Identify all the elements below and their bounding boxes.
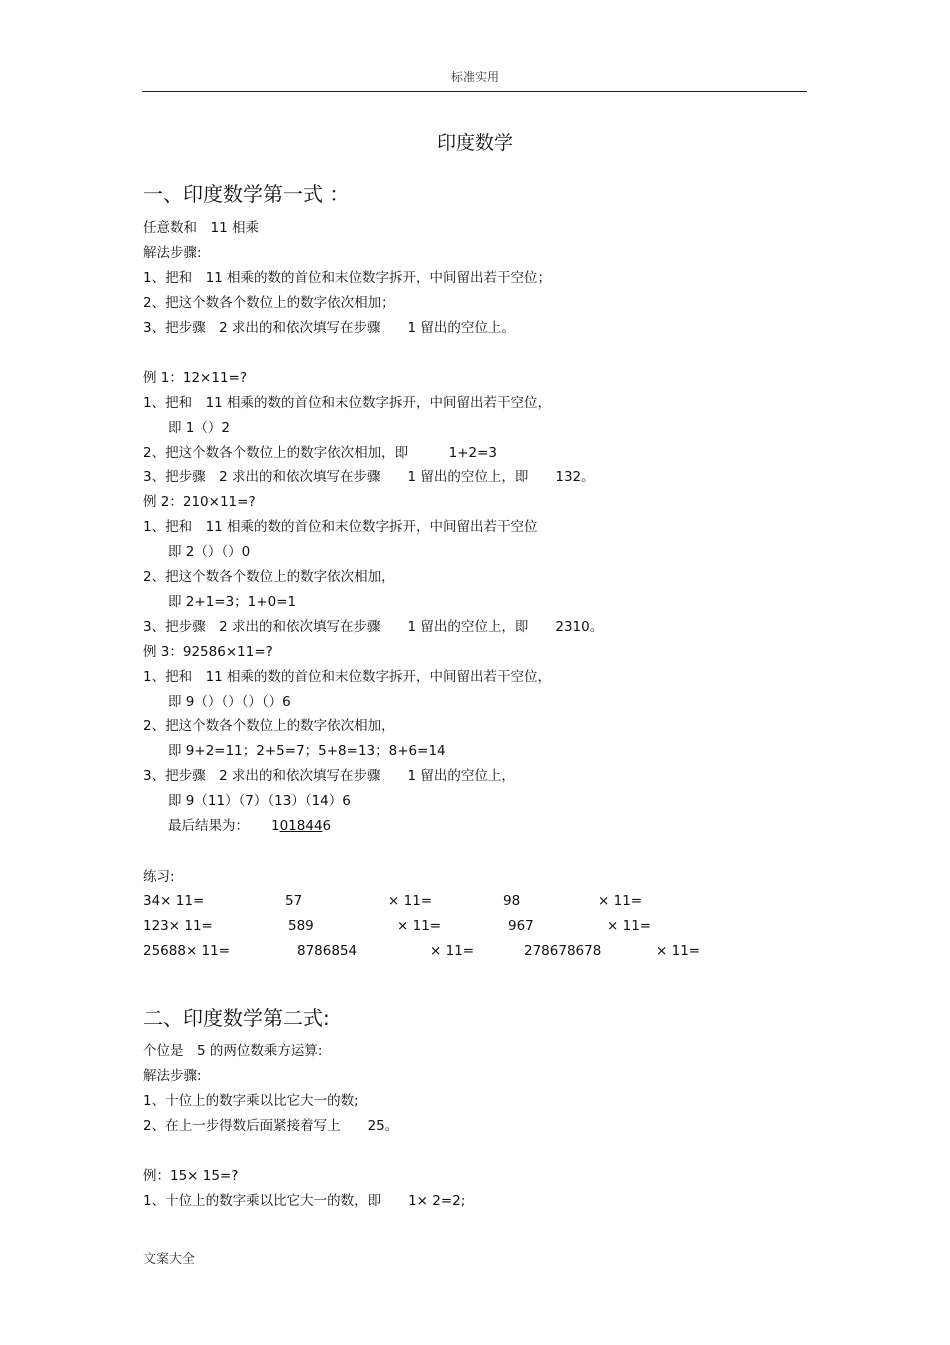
final-result-line [168, 817, 331, 835]
page-title: 印度数学 [436, 132, 513, 154]
practice-cell: × 11= [388, 893, 433, 909]
step-line: 2、在上一步得数后面紧接着写上 25。 [143, 1118, 399, 1134]
practice-cell: 34× 11= [143, 893, 205, 909]
practice-cell: 8786854 [297, 943, 358, 959]
example-line: 即 1（）2 [168, 420, 230, 436]
practice-cell: × 11= [397, 918, 442, 934]
steps-label: 解法步骤: [143, 245, 202, 261]
final-result-suffix: 6 [322, 818, 332, 834]
header-divider [142, 91, 807, 92]
example-line: 3、把步骤 2 求出的和依次填写在步骤 1 留出的空位上， [143, 768, 515, 784]
practice-cell: 123× 11= [143, 918, 213, 934]
practice-label: 练习: [143, 869, 175, 885]
steps-label: 解法步骤: [143, 1068, 202, 1084]
step-line: 1、把和 11 相乘的数的首位和末位数字拆开，中间留出若干空位； [143, 270, 552, 286]
example-title: 例：15× 15=? [143, 1168, 239, 1184]
page-footer: 文案大全 [143, 1252, 196, 1267]
practice-cell: × 11= [430, 943, 475, 959]
example-line: 即 2+1=3；1+0=1 [168, 594, 297, 610]
example-line: 3、把步骤 2 求出的和依次填写在步骤 1 留出的空位上，即 2310。 [143, 619, 604, 635]
example-1-title: 例 1：12×11=? [143, 370, 248, 386]
example-line: 2、把这个数各个数位上的数字依次相加， [143, 718, 395, 734]
practice-cell: 589 [288, 918, 314, 934]
example-line: 1、把和 11 相乘的数的首位和末位数字拆开，中间留出若干空位 [143, 519, 538, 535]
practice-cell: 967 [508, 918, 534, 934]
practice-cell: 278678678 [524, 943, 602, 959]
example-2-title: 例 2：210×11=? [143, 494, 256, 510]
example-line: 3、把步骤 2 求出的和依次填写在步骤 1 留出的空位上，即 132。 [143, 469, 595, 485]
intro-line: 个位是 5 的两位数乘方运算: [143, 1043, 323, 1059]
practice-cell: 25688× 11= [143, 943, 231, 959]
step-line: 1、十位上的数字乘以比它大一的数; [143, 1093, 359, 1109]
example-line: 1、把和 11 相乘的数的首位和末位数字拆开，中间留出若干空位， [143, 395, 552, 411]
final-result-label: 最后结果为： [168, 818, 249, 834]
example-line: 1、十位上的数字乘以比它大一的数，即 1× 2=2; [143, 1193, 466, 1209]
example-line: 即 9+2=11；2+5=7；5+8=13；8+6=14 [168, 743, 446, 759]
example-line: 2、把这个数各个数位上的数字依次相加，即 1+2=3 [143, 445, 497, 461]
section-1-heading: 一、印度数学第一式 ： [143, 182, 350, 206]
practice-cell: 57 [285, 893, 303, 909]
final-result-underlined: 01844 [279, 818, 323, 834]
final-result-prefix: 1 [271, 818, 280, 834]
example-line: 即 9（）（）（）（）6 [168, 694, 291, 710]
step-line: 2、把这个数各个数位上的数字依次相加； [143, 295, 395, 311]
step-line: 3、把步骤 2 求出的和依次填写在步骤 1 留出的空位上。 [143, 320, 515, 336]
example-line: 即 9（11）（7）（13）（14）6 [168, 793, 351, 809]
practice-cell: × 11= [607, 918, 652, 934]
practice-cell: × 11= [656, 943, 701, 959]
example-line: 2、把这个数各个数位上的数字依次相加， [143, 569, 395, 585]
page-header: 标准实用 [450, 70, 499, 84]
practice-cell: 98 [503, 893, 521, 909]
example-line: 即 2（）（）0 [168, 544, 251, 560]
example-line: 1、把和 11 相乘的数的首位和末位数字拆开，中间留出若干空位， [143, 669, 552, 685]
practice-cell: × 11= [598, 893, 643, 909]
intro-line: 任意数和 11 相乘 [143, 220, 259, 236]
example-3-title: 例 3：92586×11=? [143, 644, 273, 660]
section-2-heading: 二、印度数学第二式: [143, 1006, 330, 1030]
